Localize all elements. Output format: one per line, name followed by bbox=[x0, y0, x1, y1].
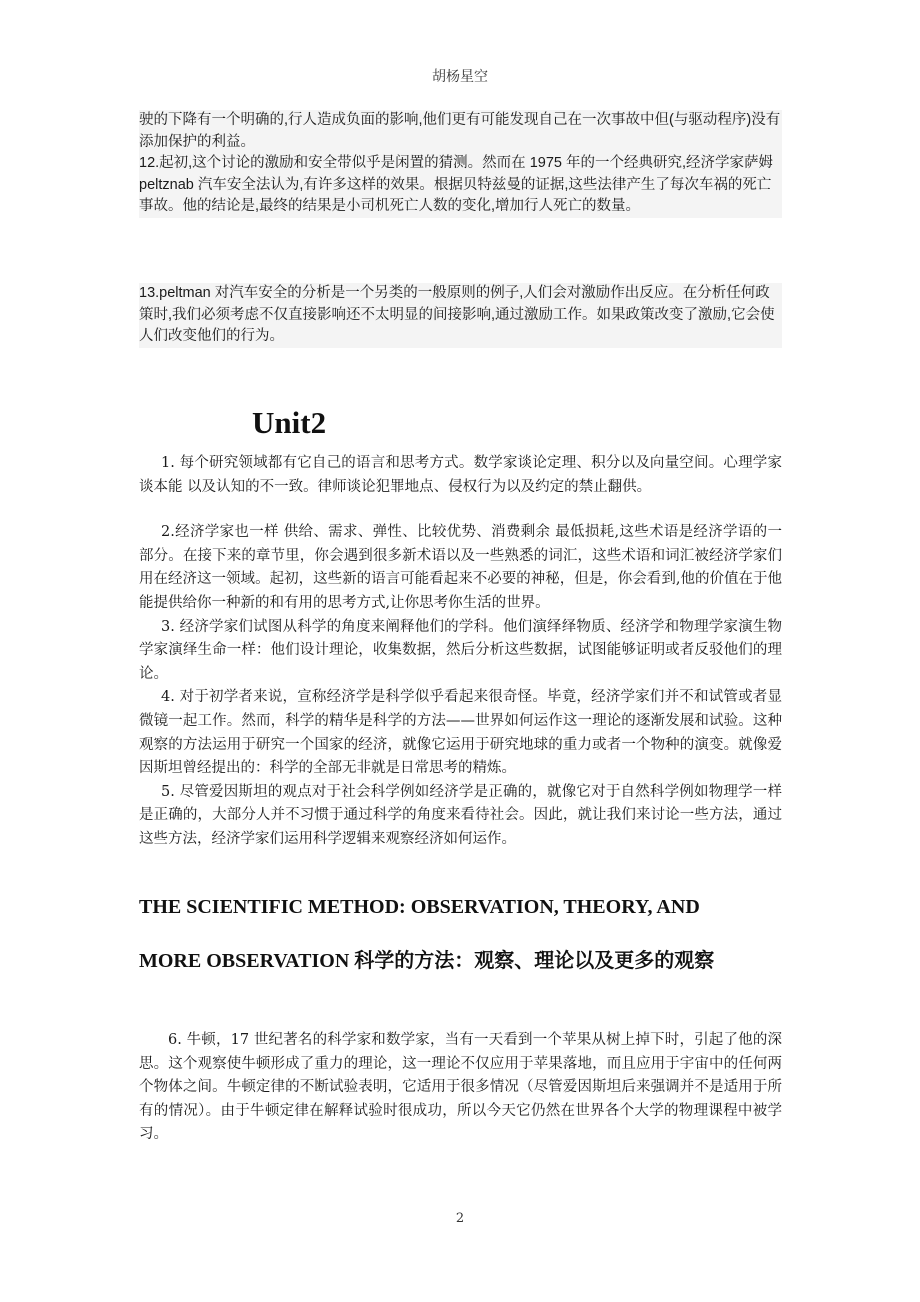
unit-paragraph-4: 4. 对于初学者来说，宣称经济学是科学似乎看起来很奇怪。毕竟，经济学家们并不和试管或者显微镜一起工作。然而，科学的精华是科学的方法——世界如何运作这一理论的逐渐发展和试验。这种观察的方法运用于研究一个国家的经济，就像它运用于研究地球的重力或者一个物种的演变。就像爱因斯坦曾经提出的：科学的全部无非就是日常思考的精炼。 bbox=[139, 689, 782, 777]
section-heading-line-1: THE SCIENTIFIC METHOD: OBSERVATION, THEORY, AND bbox=[139, 896, 700, 918]
unit-paragraphs bbox=[139, 452, 782, 852]
top-text-block bbox=[139, 110, 782, 218]
paragraph-12: 12.起初,这个讨论的激励和安全带似乎是闲置的猜测。然而在 1975 年的一个经典研究,经济学家萨姆 peltznab 汽车安全法认为,有许多这样的效果。根据贝特兹曼的证据,这些法律产生了每次车祸的死亡事故。他的结论是,最终的结果是小司机死亡人数的变化,增加行人死亡的数量。 bbox=[139, 153, 782, 218]
paragraph-11-continued: 驶的下降有一个明确的,行人造成负面的影响,他们更有可能发现自己在一次事故中但(与驱动程序)没有添加保护的利益。 bbox=[139, 110, 782, 153]
paragraph-13: 13.peltman 对汽车安全的分析是一个另类的一般原则的例子,人们会对激励作出反应。在分析任何政策时,我们必须考虑不仅直接影响还不太明显的间接影响,通过激励工作。如果政策改变了激励,它会使人们改变他们的行为。 bbox=[139, 283, 782, 348]
unit-paragraph-2: 2.经济学家也一样 供给、需求、弹性、比较优势、消费剩余 最低损耗,这些术语是经济学语的一部分。在接下来的章节里，你会遇到很多新术语以及一些熟悉的词汇，这些术语和词汇被经济学家们用在经济这一领域。起初，这些新的语言可能看起来不必要的神秘，但是，你会看到,他的价值在于他能提供给你一种新的和有用的思考方式,让你思考你生活的世界。 bbox=[139, 524, 782, 611]
section-heading-line-2: MORE OBSERVATION 科学的方法：观察、理论以及更多的观察 bbox=[139, 950, 715, 972]
unit-paragraph-1: 1. 每个研究领域都有它自己的语言和思考方式。数学家谈论定理、积分以及向量空间。心理学家谈本能 以及认知的不一致。律师谈论犯罪地点、侵权行为以及约定的禁止翻供。 bbox=[139, 455, 782, 495]
unit-title: Unit2 bbox=[252, 405, 327, 440]
unit-paragraph-5: 5. 尽管爱因斯坦的观点对于社会科学例如经济学是正确的，就像它对于自然科学例如物理学一样是正确的，大部分人并不习惯于通过科学的角度来看待社会。因此，就让我们来讨论一些方法，通过这些方法，经济学家们运用科学逻辑来观察经济如何运作。 bbox=[139, 783, 782, 847]
unit-paragraph-3: 3. 经济学家们试图从科学的角度来阐释他们的学科。他们演绎绎物质、经济学和物理学家演生物学家演绎生命一样：他们设计理论，收集数据，然后分析这些数据，试图能够证明或者反驳他们的理论。 bbox=[139, 618, 782, 682]
page-header: 胡杨星空 bbox=[432, 69, 488, 85]
last-paragraph-block bbox=[139, 1029, 782, 1147]
page-number: 2 bbox=[455, 1211, 465, 1226]
unit-paragraph-6: 6. 牛顿，17 世纪著名的科学家和数学家，当有一天看到一个苹果从树上掉下时，引起了他的深思。这个观察使牛顿形成了重力的理论，这一理论不仅应用于苹果落地，而且应用于宇宙中的任何两个物体之间。牛顿定律的不断试验表明，它适用于很多情况（尽管爱因斯坦后来强调并不是适用于所有的情况）。由于牛顿定律在解释试验时很成功，所以今天它仍然在世界各个大学的物理课程中被学习。 bbox=[139, 1032, 782, 1143]
paragraph-13-block bbox=[139, 283, 782, 348]
